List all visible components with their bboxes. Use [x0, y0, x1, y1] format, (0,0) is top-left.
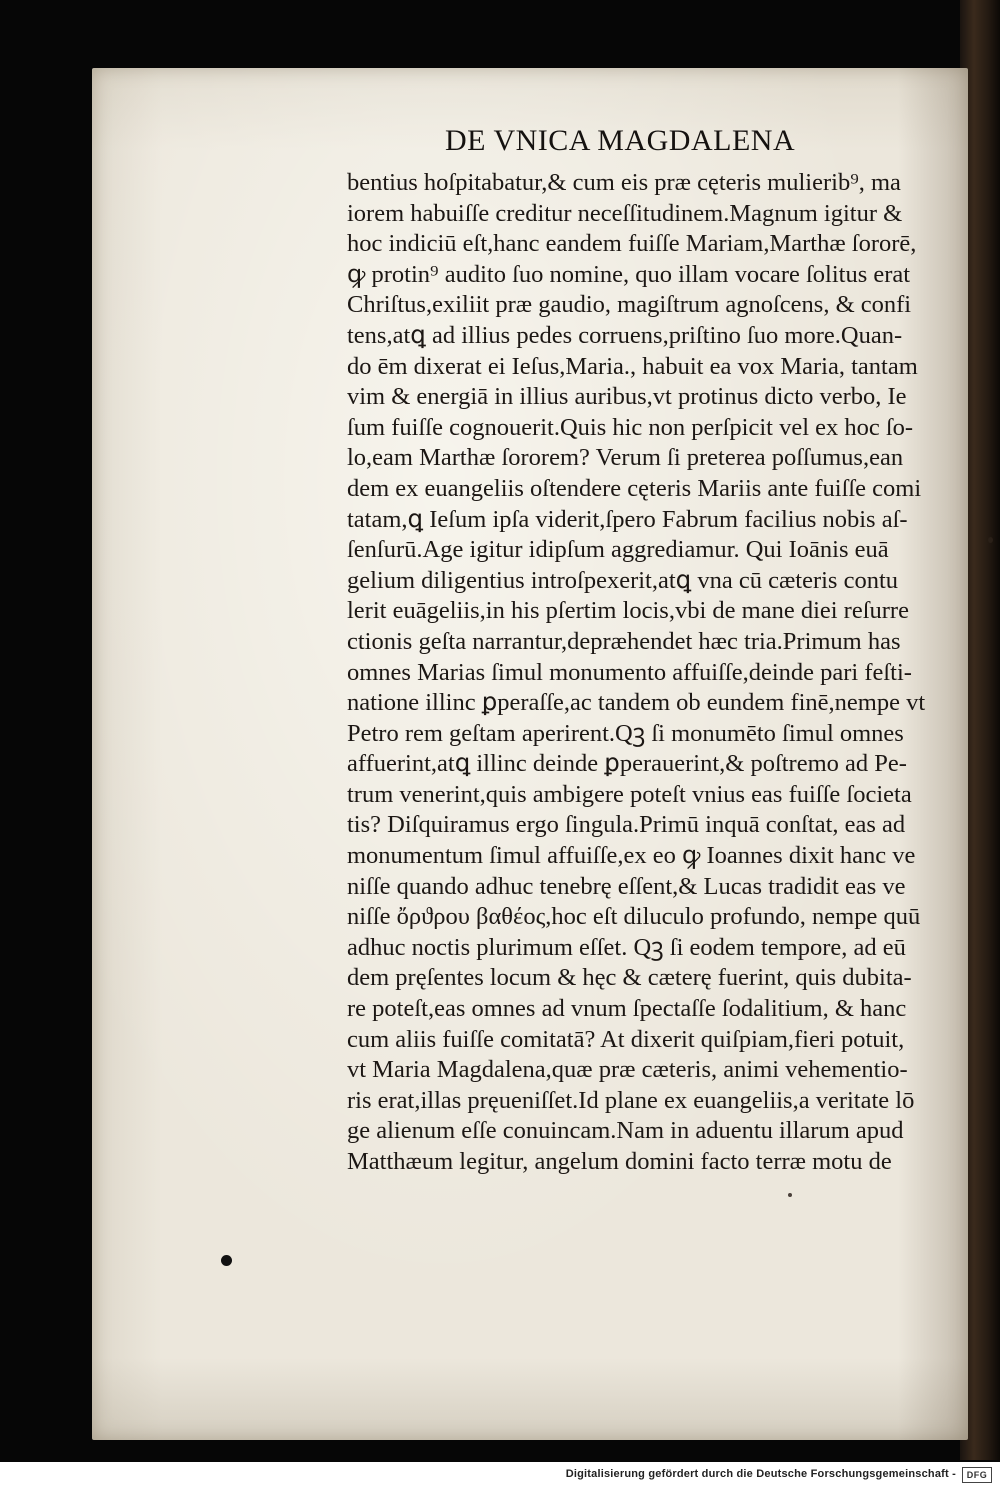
margin-speck	[988, 537, 993, 543]
text-line-31: ris erat,illas pręueniſſet.Id plane ex euangeliis,a veritate lō	[347, 1086, 915, 1114]
text-line-3: hoc indiciū eſt,hanc eandem fuiſſe Mariam,Marthæ ſororē,	[347, 230, 917, 258]
text-line-20: affuerint,atꝗ illinc deinde ꝑperauerint,& poſtremo ad Pe-	[347, 750, 907, 778]
text-line-5: Chriſtus,exiliit præ gaudio, magiſtrum agnoſcens, & confi	[347, 291, 912, 319]
text-line-2: iorem habuiſſe creditur neceſſitudinem.Magnum igitur &	[347, 199, 903, 227]
text-line-24: niſſe quando adhuc tenebrę eſſent,& Lucas tradidit eas ve	[347, 872, 906, 900]
text-line-22: tis? Diſquiramus ergo ſingula.Primū inquā conſtat, eas ad	[347, 811, 906, 839]
ink-dot-mark	[221, 1255, 232, 1266]
text-line-6: tens,atꝗ ad illius pedes corruens,priſtino ſuo more.Quan-	[347, 321, 903, 349]
funding-credit: Digitalisierung gefördert durch die Deutsche Forschungsgemeinschaft -	[565, 1468, 956, 1480]
text-line-11: dem ex euangeliis oſtendere cęteris Mariis ante fuiſſe comi	[347, 474, 922, 502]
text-line-12: tatam,ꝗ Ieſum ipſa viderit,ſpero Fabrum facilius nobis aſ-	[347, 505, 908, 533]
text-line-18: natione illinc ꝑperaſſe,ac tandem ob eundem finē,nempe vt	[347, 689, 926, 717]
dfg-logo-icon: DFG	[962, 1467, 992, 1483]
text-line-13: ſenſurū.Age igitur idipſum aggrediamur. Qui Ioānis euā	[347, 536, 889, 564]
running-head: DE VNICA MAGDALENA	[445, 124, 796, 157]
text-line-30: vt Maria Magdalena,quæ præ cæteris, animi vehementio-	[347, 1056, 908, 1084]
text-line-14: gelium diligentius introſpexerit,atꝗ vna cū cæteris contu	[347, 566, 899, 594]
text-line-10: lo,eam Marthæ ſororem? Verum ſi preterea poſſumus,ean	[347, 444, 904, 472]
text-line-28: re poteſt,eas omnes ad vnum ſpectaſſe ſodalitium, & hanc	[347, 995, 907, 1023]
text-line-29: cum aliis fuiſſe comitatā? At dixerit quiſpiam,fieri potuit,	[347, 1025, 905, 1053]
text-line-17: omnes Marias ſimul monumento affuiſſe,deinde pari feſti-	[347, 658, 912, 686]
text-line-33: Matthæum legitur, angelum domini facto terræ motu de	[347, 1148, 892, 1175]
text-line-19: Petro rem geſtam aperirent.Qꝫ ſi monumēto ſimul omnes	[347, 719, 904, 747]
small-ink-mark	[788, 1193, 792, 1197]
text-line-4: ꝙ protin⁹ audito ſuo nomine, quo illam vocare ſolitus erat	[347, 260, 911, 288]
text-line-32: ge alienum eſſe conuincam.Nam in aduentu illarum apud	[347, 1117, 904, 1145]
text-line-21: trum venerint,quis ambigere poteſt vnius eas fuiſſe ſocieta	[347, 780, 912, 808]
text-line-15: lerit euāgeliis,in his pſertim locis,vbi de mane diei reſurre	[347, 597, 909, 625]
text-line-8: vim & energiā in illius auribus,vt protinus dicto verbo, Ie	[347, 383, 907, 411]
digitization-footer	[0, 1462, 1000, 1487]
body-text	[347, 168, 959, 1178]
text-line-7: do ēm dixerat ei Ieſus,Maria., habuit ea vox Maria, tantam	[347, 352, 918, 380]
text-line-27: dem pręſentes locum & hęc & cæterę fuerint, quis dubita-	[347, 964, 912, 992]
text-line-1: bentius hoſpitabatur,& cum eis præ cęteris mulierib⁹, ma	[347, 169, 901, 196]
text-line-25: niſſe ὄρϑρου βαθέος,hoc eſt diluculo profundo, nempe quū	[347, 903, 921, 931]
text-line-9: ſum fuiſſe cognouerit.Quis hic non perſpicit vel ex hoc ſo-	[347, 413, 914, 441]
text-line-16: ctionis geſta narrantur,depræhendet hæc tria.Primum has	[347, 627, 901, 655]
text-line-23: monumentum ſimul affuiſſe,ex eo ꝙ Ioannes dixit hanc ve	[347, 842, 916, 870]
text-line-26: adhuc noctis plurimum eſſet. Qꝫ ſi eodem tempore, ad eū	[347, 933, 906, 961]
